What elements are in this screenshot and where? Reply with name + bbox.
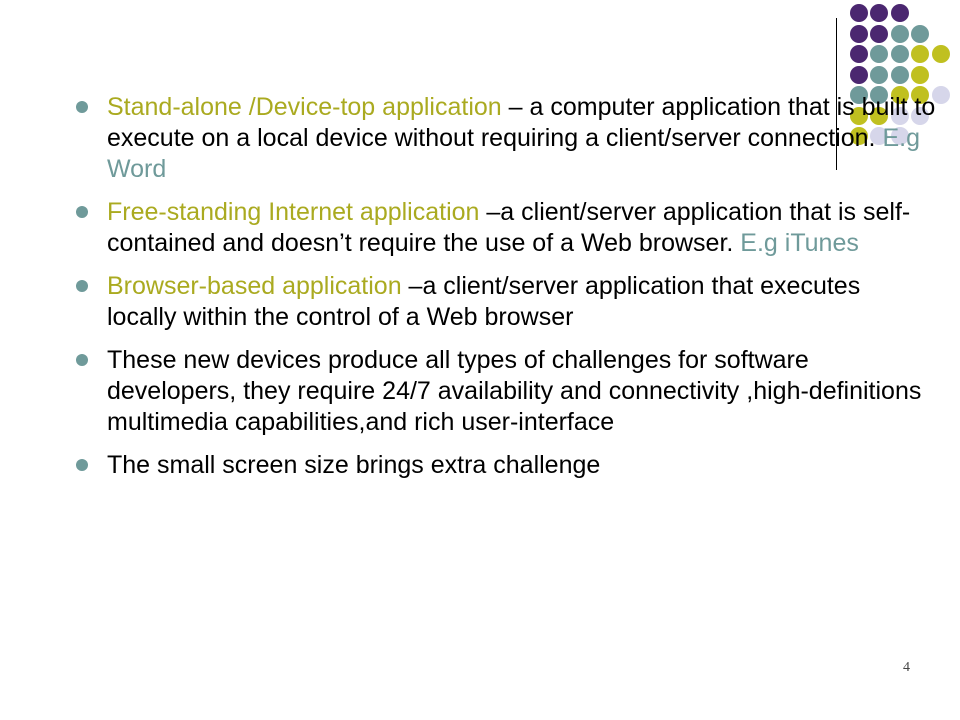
bullet-item — [76, 271, 936, 333]
bullet-list — [76, 92, 936, 493]
bullet-text: –a client/server application that executes locally within the control of a Web browser — [107, 272, 861, 331]
decorative-dot — [850, 4, 868, 22]
decorative-dot — [932, 45, 950, 63]
bullet-term: Free-standing Internet application — [107, 198, 480, 226]
decorative-dot — [870, 45, 888, 63]
bullet-item — [76, 345, 936, 438]
bullet-text: – a computer application that is built to execute on a local device without requiring a client/server connection. — [107, 93, 936, 152]
bullet-text: The small screen size brings extra challenge — [107, 451, 601, 479]
bullet-item — [76, 197, 936, 259]
bullet-item — [76, 92, 936, 185]
decorative-dot — [911, 25, 929, 43]
decorative-dot — [891, 45, 909, 63]
bullet-example: E.g Word — [107, 124, 920, 183]
decorative-dot — [911, 45, 929, 63]
decorative-dot — [911, 66, 929, 84]
bullet-example: E.g iTunes — [733, 229, 859, 257]
decorative-dot — [850, 25, 868, 43]
bullet-text: –a client/server application that is self-contained and doesn’t require the use of a Web browser. — [107, 198, 911, 257]
decorative-dot — [850, 66, 868, 84]
decorative-dot — [850, 45, 868, 63]
decorative-dot — [891, 25, 909, 43]
decorative-dot — [870, 4, 888, 22]
bullet-term: Stand-alone /Device-top application — [107, 93, 502, 121]
bullet-text: These new devices produce all types of challenges for software developers, they require 24/7 availability and connectivity ,high-definitions multimedia capabilities,and rich user-interface — [107, 346, 922, 436]
bullet-item — [76, 450, 936, 481]
decorative-dot — [870, 25, 888, 43]
decorative-dot — [891, 4, 909, 22]
decorative-dot — [891, 66, 909, 84]
decorative-dot — [870, 66, 888, 84]
page-number: 4 — [903, 660, 910, 675]
bullet-term: Browser-based application — [107, 272, 402, 300]
